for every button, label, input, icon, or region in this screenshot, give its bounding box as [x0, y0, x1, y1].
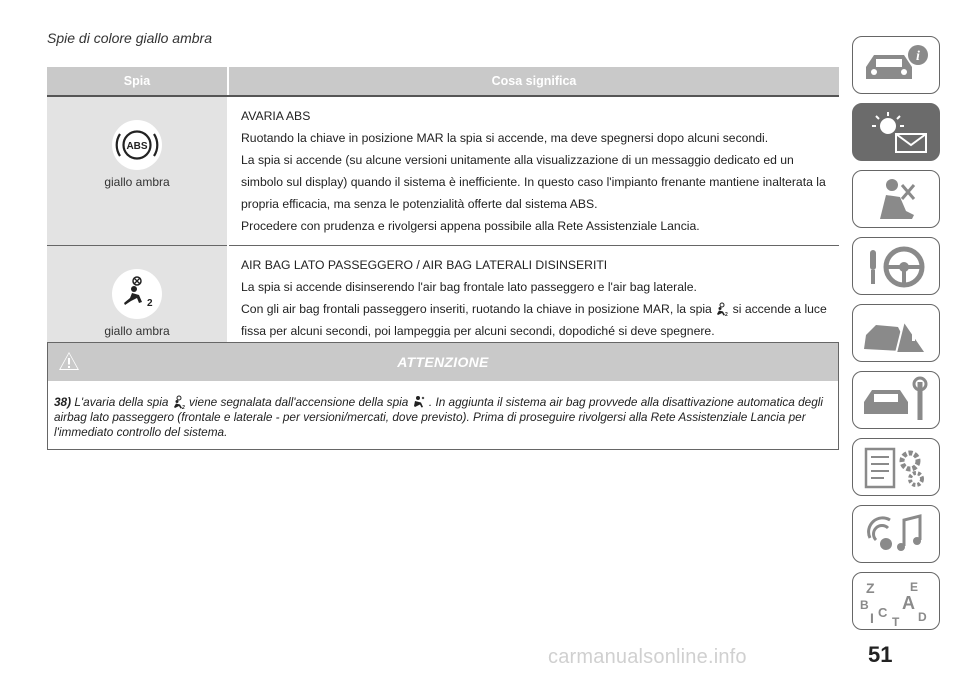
airbag-failure-inline-icon [412, 395, 426, 410]
index-letter: T [892, 615, 900, 627]
abs-warning-icon [111, 119, 163, 171]
steering-key-icon [856, 242, 936, 292]
index-letter: E [910, 580, 919, 594]
icon-cell [47, 96, 228, 246]
paragraph: Procedere con prudenza e rivolgersi appena possibile alla Rete Assistenziale Lancia. [241, 219, 700, 233]
tab-safety[interactable] [852, 170, 940, 228]
attention-title: ATTENZIONE [397, 354, 489, 370]
multimedia-icon [856, 510, 936, 560]
seat-safety-icon [856, 175, 936, 225]
svg-text:2: 2 [725, 312, 729, 317]
airbag-off-icon [111, 268, 163, 320]
airbag-off-inline-icon [172, 395, 186, 410]
tab-index[interactable] [852, 572, 940, 630]
tab-starting-driving[interactable] [852, 237, 940, 295]
attention-text-part: . In aggiunta il sistema air bag provvede alla disattivazione automatica degli airbag lato passeggero (frontale e laterale - per versioni/mercati, dove previsto). Prima di proseguire rivolgersi alla Rete Assistenziale Lancia per l'immediato controllo del sistema. [54, 395, 824, 439]
attention-box [47, 342, 839, 450]
attention-header [48, 343, 838, 381]
table-row [47, 96, 839, 246]
index-letter: Z [866, 580, 875, 596]
attention-text [48, 381, 838, 440]
tab-technical-data[interactable] [852, 438, 940, 496]
color-label: giallo ambra [104, 175, 170, 189]
index-letter: I [870, 610, 874, 626]
paragraph: La spia si accende disinserendo l'air bag frontale lato passeggero e l'air bag laterale. [241, 280, 697, 294]
tab-multimedia[interactable] [852, 505, 940, 563]
color-label: giallo ambra [104, 324, 170, 338]
tab-car-info[interactable] [852, 36, 940, 94]
page-number: 51 [868, 642, 893, 667]
airbag-off-inline-icon [715, 302, 729, 317]
paragraph: Ruotando la chiave in posizione MAR la spia si accende, ma deve spegnersi dopo alcuni secondi. [241, 131, 769, 145]
car-info-icon [856, 41, 936, 91]
section-title: Spie di colore giallo ambra [47, 30, 212, 46]
tab-warning-lights[interactable] [852, 103, 940, 161]
car-wrench-icon [856, 376, 936, 426]
index-letter: C [878, 605, 888, 620]
row-title: AVARIA ABS [241, 109, 311, 123]
abs-icon-text: ABS [126, 141, 148, 152]
index-letter: B [860, 598, 869, 612]
watermark: carmanualsonline.info [548, 646, 747, 668]
paragraph: La spia si accende (su alcune versioni unitamente alla visualizzazione di un messaggio dedicato ed un simbolo sul display) quando il sistema è inefficiente. In questo caso l'impianto frenante mantiene inalterata la propria efficacia, ma senza le potenzialità offerte dal sistema ABS. [241, 153, 826, 211]
paragraph-text: Con gli air bag frontali passeggero inseriti, ruotando la chiave in posizione MAR, la spia [241, 302, 712, 316]
alphabetic-index-icon [856, 577, 936, 627]
index-letter: D [918, 610, 927, 624]
tab-emergency[interactable] [852, 304, 940, 362]
index-letter: A [902, 593, 915, 613]
attention-text-part: L'avaria della spia [74, 395, 169, 409]
paragraph [241, 298, 839, 342]
chapter-sidebar [852, 36, 944, 639]
paragraph-text: si accende a luce fissa per alcuni secondi, poi lampeggia per alcuni secondi, dopodiché si deve spegnere. [241, 302, 827, 338]
column-header-spia: Spia [47, 67, 228, 96]
row-title: AIR BAG LATO PASSEGGERO / AIR BAG LATERALI DISINSERITI [241, 258, 608, 272]
svg-text:2: 2 [181, 405, 185, 410]
column-header-meaning: Cosa significa [228, 67, 839, 96]
specs-gears-icon [856, 443, 936, 493]
table-header-row [47, 67, 839, 96]
warning-lights-table [47, 67, 839, 376]
car-crash-icon [856, 309, 936, 359]
meaning-cell [228, 96, 839, 246]
attention-text-part: viene segnalata dall'accensione della spia [188, 395, 409, 409]
warning-lights-icon [856, 108, 936, 158]
note-number: 38) [54, 395, 72, 409]
tab-maintenance[interactable] [852, 371, 940, 429]
svg-text:i: i [916, 49, 920, 64]
svg-text:2: 2 [147, 298, 153, 309]
